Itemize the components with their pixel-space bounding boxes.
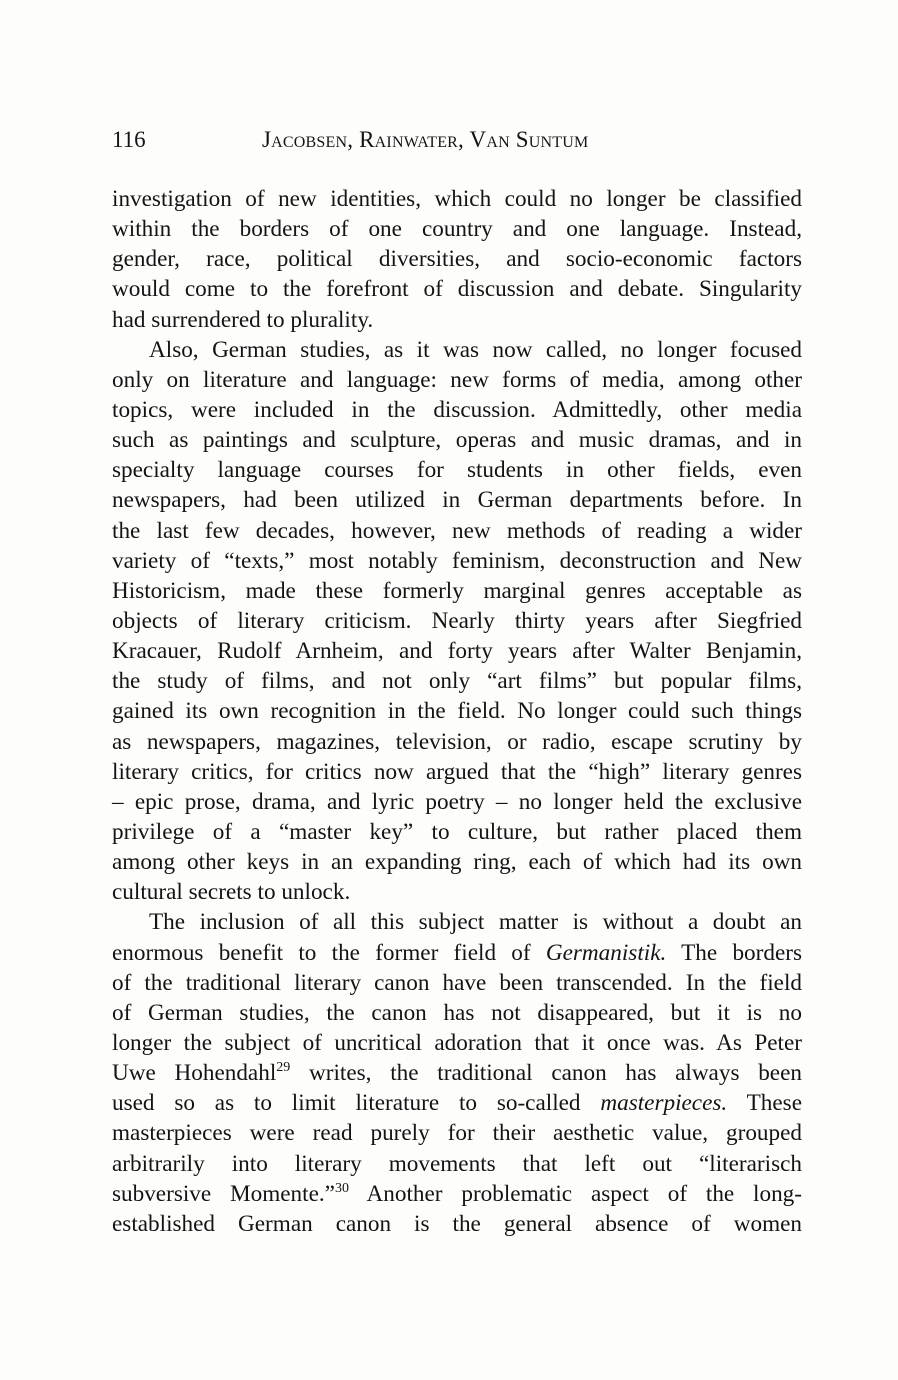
text-line: the study of films, and not only “art films” but popular films, [112, 668, 802, 695]
text-line: of German studies, the canon has not disappeared, but it is no [112, 999, 802, 1026]
text-segment: subversive Momente.” [112, 1180, 335, 1207]
footnote-ref: 30 [334, 1180, 349, 1196]
running-head-authors: Jacobsen, Rainwater, Van Suntum [262, 127, 589, 152]
text-segment: The borders [666, 939, 802, 966]
text-line: The inclusion of all this subject matter is without a doubt an [149, 909, 802, 936]
text-line [112, 1179, 802, 1209]
footnote-ref: 29 [276, 1060, 291, 1076]
text-line: such as paintings and sculpture, operas and music dramas, and in [112, 427, 802, 454]
text-line [112, 1058, 802, 1088]
body-text [112, 184, 802, 1239]
text-line: within the borders of one country and one language. Instead, [112, 216, 802, 243]
text-line: among other keys in an expanding ring, each of which had its own [112, 849, 802, 876]
text-line: privilege of a “master key” to culture, but rather placed them [112, 818, 802, 845]
text-segment: enormous benefit to the former field of [112, 939, 546, 966]
text-line: specialty language courses for students in other fields, even [112, 457, 802, 484]
text-line: – epic prose, drama, and lyric poetry – no longer held the exclusive [112, 788, 802, 815]
text-line: would come to the forefront of discussion and debate. Singularity [112, 276, 802, 303]
text-line: as newspapers, magazines, television, or radio, escape scrutiny by [112, 728, 802, 755]
text-line: established German canon is the general absence of women [112, 1210, 802, 1237]
text-line: cultural secrets to unlock. [112, 879, 351, 906]
text-segment: writes, the traditional canon has always been [290, 1060, 802, 1087]
text-line: variety of “texts,” most notably feminism, deconstruction and New [112, 547, 802, 574]
text-line: the last few decades, however, new methods of reading a wider [112, 517, 802, 544]
text-line: of the traditional literary canon have been transcended. In the field [112, 969, 802, 996]
text-line [112, 1088, 802, 1118]
text-line: gained its own recognition in the field. No longer could such things [112, 698, 802, 725]
text-line: had surrendered to plurality. [112, 306, 374, 333]
text-line [112, 938, 802, 968]
text-line: masterpieces were read purely for their aesthetic value, grouped [112, 1120, 802, 1147]
text-line: gender, race, political diversities, and socio-economic factors [112, 246, 802, 273]
text-line: longer the subject of uncritical adoration that it once was. As Peter [112, 1029, 802, 1056]
text-line: Kracauer, Rudolf Arnheim, and forty years after Walter Benjamin, [112, 638, 802, 665]
italic-term: Germanistik. [545, 939, 667, 966]
text-segment: used so as to limit literature to so-called [112, 1090, 601, 1117]
text-line: objects of literary criticism. Nearly thirty years after Siegfried [112, 607, 802, 634]
text-line: topics, were included in the discussion. Admittedly, other media [112, 396, 802, 423]
text-segment: Another problematic aspect of the long- [348, 1180, 802, 1207]
text-line: only on literature and language: new forms of media, among other [112, 366, 802, 393]
text-line: newspapers, had been utilized in German departments before. In [112, 487, 802, 514]
text-line: Also, German studies, as it was now called, no longer focused [149, 336, 802, 363]
text-line: arbitrarily into literary movements that left out “literarisch [112, 1150, 802, 1177]
text-line: Historicism, made these formerly marginal genres acceptable as [112, 577, 802, 604]
text-line: literary critics, for critics now argued that the “high” literary genres [112, 758, 802, 785]
text-segment: These [727, 1090, 802, 1117]
text-line: investigation of new identities, which could no longer be classified [112, 186, 802, 212]
italic-term: masterpieces. [600, 1090, 728, 1117]
text-segment: Uwe Hohendahl [112, 1060, 277, 1087]
running-head [112, 124, 802, 156]
page-number: 116 [112, 127, 146, 152]
